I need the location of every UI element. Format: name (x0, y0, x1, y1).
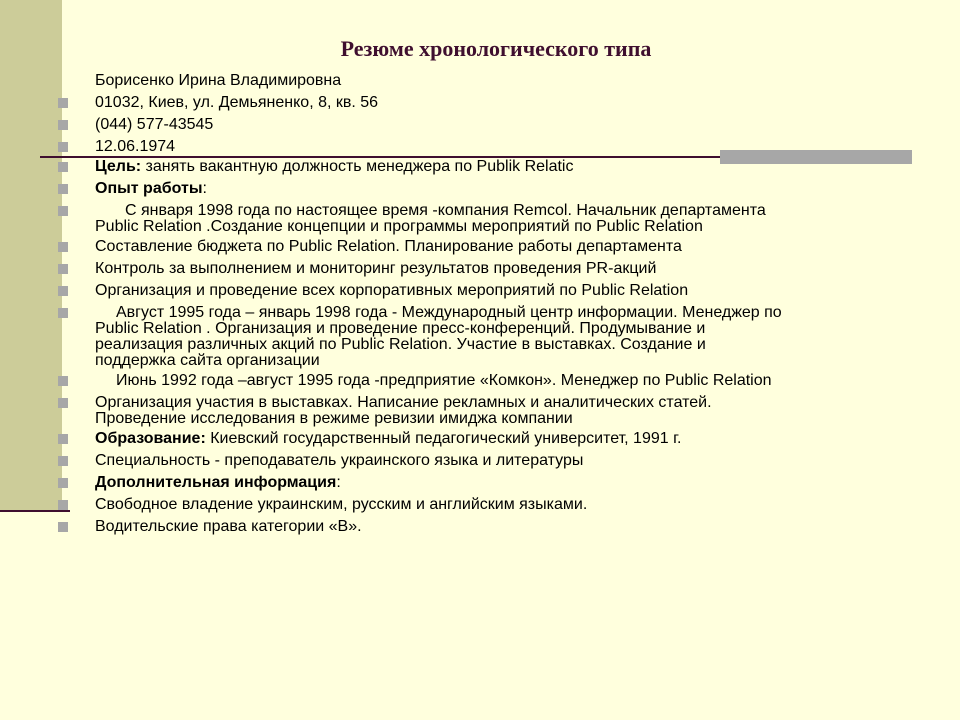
education-line (95, 431, 908, 447)
additional-heading (95, 475, 908, 491)
list-item (58, 95, 908, 111)
bullet-icon (58, 242, 68, 252)
list-item (58, 159, 908, 175)
bullet-icon (58, 500, 68, 510)
bullet-icon (58, 206, 68, 216)
list-item (58, 139, 908, 155)
bullet-icon (58, 120, 68, 130)
additional-label: Дополнительная информация (95, 474, 337, 491)
job2-line4: поддержка сайта организации (95, 352, 320, 369)
job3-line1: Июнь 1992 года –август 1995 года -предприятие «Комкон». Менеджер по Public Relation (116, 372, 772, 389)
bullet-icon (58, 522, 68, 532)
bullet-icon (58, 308, 68, 318)
list-item (58, 453, 908, 469)
education-text: Киевский государственный педагогический университет, 1991 г. (205, 430, 682, 447)
job1-line1: С января 1998 года по настоящее время -компания Remcol. Начальник департамента (125, 202, 766, 219)
additional-colon: : (336, 474, 341, 491)
bullet-icon (58, 264, 68, 274)
list-item (58, 261, 908, 277)
page-title: Резюме хронологического типа (340, 36, 652, 61)
birth-date-text: 12.06.1974 (95, 138, 176, 155)
education-label: Образование: (95, 430, 206, 447)
job1-duty4: Организация и проведение всех корпоративных мероприятий по Public Relation (95, 282, 689, 299)
job2-line3: реализация различных акций по Public Relation. Участие в выставках. Создание и (95, 336, 706, 353)
job1-duty3: Контроль за выполнением и мониторинг результатов проведения PR-акций (95, 260, 657, 277)
bullet-icon (58, 162, 68, 172)
bullet-icon (58, 184, 68, 194)
list-item (58, 239, 908, 255)
languages-text: Свободное владение украинским, русским и английским языками. (95, 496, 588, 513)
bullet-icon (58, 286, 68, 296)
resume-content (58, 73, 908, 541)
bullet-icon (58, 376, 68, 386)
phone-text: (044) 577-43545 (95, 116, 214, 133)
job3-duty-line2: Проведение исследования в режиме ревизии имиджа компании (95, 410, 573, 427)
list-item (58, 117, 908, 133)
list-item (58, 395, 908, 427)
list-item (58, 519, 908, 535)
job3-duty-line1: Организация участия в выставках. Написание рекламных и аналитических статей. (95, 394, 712, 411)
bullet-icon (58, 456, 68, 466)
bullet-icon (58, 434, 68, 444)
list-item (58, 203, 908, 235)
license-text: Водительские права категории «В». (95, 518, 362, 535)
experience-heading (95, 181, 908, 197)
name-line (58, 73, 908, 89)
goal-label: Цель: (95, 158, 142, 175)
experience-colon: : (202, 180, 207, 197)
job2-line1: Август 1995 года – январь 1998 года - Международный центр информации. Менеджер по (116, 304, 782, 321)
list-item (58, 283, 908, 299)
bullet-icon (58, 142, 68, 152)
left-decorative-band (0, 0, 62, 512)
goal-text: занять вакантную должность менеджера по Publik Relatic (141, 158, 574, 175)
job1-duty2: Составление бюджета по Public Relation. Планирование работы департамента (95, 238, 682, 255)
list-item (58, 431, 908, 447)
specialty-text: Специальность - преподаватель украинского языка и литературы (95, 452, 584, 469)
full-name: Борисенко Ирина Владимировна (95, 72, 342, 89)
job2-line2: Public Relation . Организация и проведение пресс-конференций. Продумывание и (95, 320, 706, 337)
list-item (58, 181, 908, 197)
experience-label: Опыт работы (95, 180, 203, 197)
job1-line2: Public Relation .Создание концепции и программы мероприятий по Public Relation (95, 218, 703, 235)
list-item (58, 497, 908, 513)
goal-line (95, 159, 908, 175)
bullet-icon (58, 98, 68, 108)
list-item (58, 305, 908, 369)
bullet-icon (58, 398, 68, 408)
list-item (58, 373, 908, 389)
list-item (58, 475, 908, 491)
bullet-icon (58, 478, 68, 488)
address-text: 01032, Киев, ул. Демьяненко, 8, кв. 56 (95, 94, 379, 111)
